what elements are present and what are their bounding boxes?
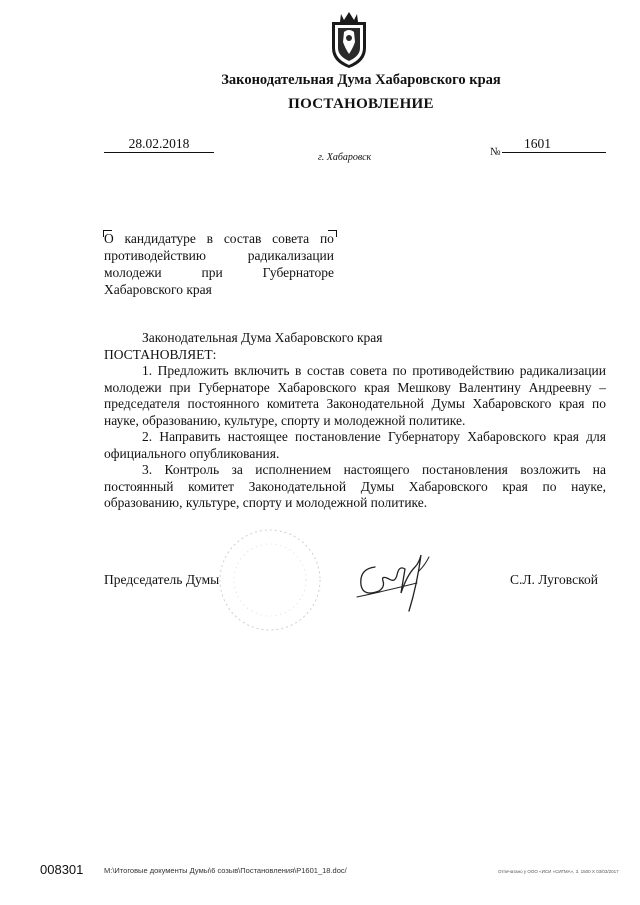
body-intro: Законодательная Дума Хабаровского края (142, 330, 383, 345)
faint-stamp (215, 525, 325, 635)
subject-line-4: Хабаровского края (104, 282, 212, 297)
subject-line-3: молодежи при Губернаторе (104, 265, 334, 280)
subject-line-2: противодействию радикализации (104, 248, 334, 263)
footer-code: 008301 (40, 862, 84, 877)
document-subject (104, 230, 334, 298)
signatory-title: Председатель Думы (104, 572, 220, 587)
handwritten-signature (345, 545, 440, 615)
document-date: 28.02.2018 (104, 136, 214, 153)
body-decree: ПОСТАНОВЛЯЕТ: (104, 346, 217, 362)
document-city: г. Хабаровск (318, 152, 372, 163)
footer-print-info: Отпечатано у ООО «ИСИ «СИГМА», 3. 1500 Х 03/03/2017 (498, 869, 619, 874)
body-item-3: 3. Контроль за исполнением настоящего постановления возложить на постоянный комитет Законодательной Думы Хабаровского края по науке, образованию, культуре, спорту и молодежной политике. (104, 462, 606, 510)
number-sign: № (490, 146, 501, 158)
coat-of-arms-emblem (324, 8, 374, 70)
body-item-2: 2. Направить настоящее постановление Губернатору Хабаровского края для официального опубликования. (104, 429, 606, 461)
document-body (104, 330, 606, 512)
document-type: ПОСТАНОВЛЕНИЕ (288, 96, 434, 112)
subject-line-1: О кандидатуре в состав совета по (104, 231, 334, 246)
footer-file-path: M:\Итоговые документы Думы\6 созыв\Постановления\Р1601_18.doc/ (104, 866, 347, 875)
document-number: 1601 (502, 136, 606, 153)
organization-name: Законодательная Дума Хабаровского края (221, 72, 501, 88)
body-item-1: 1. Предложить включить в состав совета по противодействию радикализации молодежи при Губернаторе Хабаровского края Мешкову Валентину Андреевну – председателя постоянного комитета Законодательной Думы Хабаровского края по науке, образованию, культуре, спорту и молодежной политике. (104, 363, 606, 428)
signatory-name: С.Л. Луговской (510, 572, 598, 587)
